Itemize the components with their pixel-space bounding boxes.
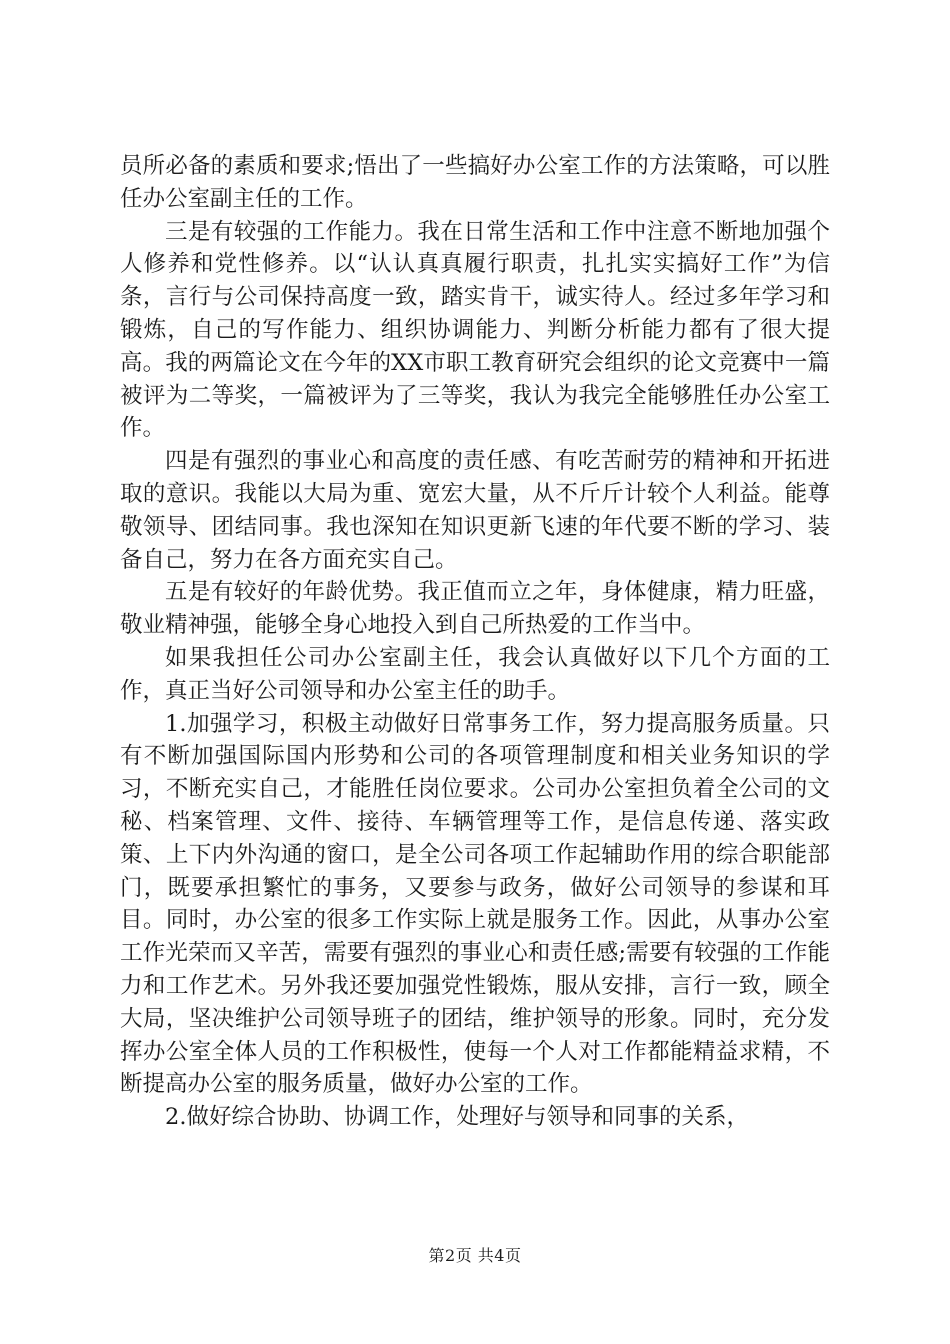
paragraph-2: 三是有较强的工作能力。我在日常生活和工作中注意不断地加强个人修养和党性修养。以“认认真真履行职责，扎扎实实搞好工作”为信条，言行与公司保持高度一致，踏实肯干，诚实待人。经过多年学习和锻炼，自己的写作能力、组织协调能力、判断分析能力都有了很大提高。我的两篇论文在今年的XX市职工教育研究会组织的论文竞赛中一篇被评为二等奖，一篇被评为了三等奖，我认为我完全能够胜任办公室工作。 — [120, 218, 830, 442]
paragraph-6: 1.加强学习，积极主动做好日常事务工作，努力提高服务质量。只有不断加强国际国内形势和公司的各项管理制度和相关业务知识的学习，不断充实自己，才能胜任岗位要求。公司办公室担负着全公司的文秘、档案管理、文件、接待、车辆管理等工作，是信息传递、落实政策、上下内外沟通的窗口，是全公司各项工作起辅助作用的综合职能部门，既要承担繁忙的事务，又要参与政务，做好公司领导的参谋和耳目。同时，办公室的很多工作实际上就是服务工作。因此，从事办公室工作光荣而又辛苦，需要有强烈的事业心和责任感;需要有较强的工作能力和工作艺术。另外我还要加强党性锻炼，服从安排，言行一致，顾全大局，坚决维护公司领导班子的团结，维护领导的形象。同时，充分发挥办公室全体人员的工作积极性，使每一个人对工作都能精益求精，不断提高办公室的服务质量，做好办公室的工作。 — [120, 710, 830, 1098]
paragraph-7: 2.做好综合协助、协调工作，处理好与领导和同事的关系， — [165, 1104, 749, 1131]
document-body — [120, 150, 830, 1134]
page-footer: 第2页 共4页 — [428, 1246, 522, 1265]
paragraph-5: 如果我担任公司办公室副主任，我会认真做好以下几个方面的工作，真正当好公司领导和办公室主任的助手。 — [120, 644, 830, 704]
paragraph-3: 四是有强烈的事业心和高度的责任感、有吃苦耐劳的精神和开拓进取的意识。我能以大局为重、宽宏大量，从不斤斤计较个人利益。能尊敬领导、团结同事。我也深知在知识更新飞速的年代要不断的学习、装备自己，努力在各方面充实自己。 — [120, 448, 830, 573]
paragraph-4: 五是有较好的年龄优势。我正值而立之年，身体健康，精力旺盛，敬业精神强，能够全身心地投入到自己所热爱的工作当中。 — [120, 579, 830, 639]
paragraph-1: 员所必备的素质和要求;悟出了一些搞好办公室工作的方法策略，可以胜任办公室副主任的工作。 — [120, 153, 830, 212]
